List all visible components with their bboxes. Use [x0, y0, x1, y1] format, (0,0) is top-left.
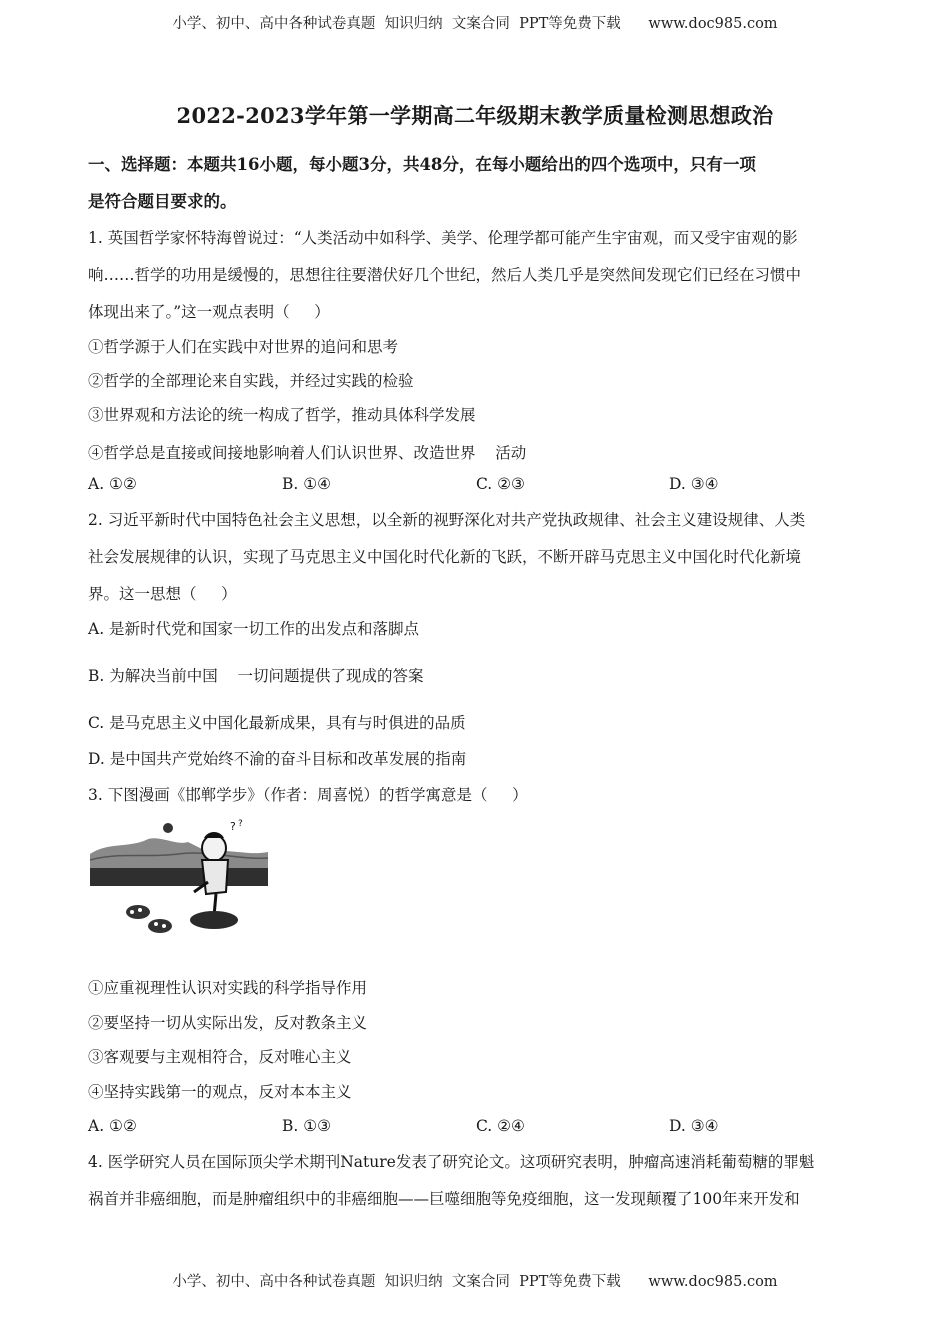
- q3-item-4: ④坚持实践第一的观点，反对本本主义: [88, 1083, 352, 1101]
- q2-stem-line-2: 社会发展规律的认识，实现了马克思主义中国化时代化新的飞跃，不断开辟马克思主义中国化时代化新境: [88, 548, 802, 566]
- q2-stem-line-1: 2. 习近平新时代中国特色社会主义思想，以全新的视野深化对共产党执政规律、社会主义建设规律、人类: [88, 511, 806, 529]
- q1-stem-line-2: 响……哲学的功用是缓慢的，思想往往要潜伏好几个世纪，然后人类几乎是突然间发现它们已经在习惯中: [88, 266, 802, 284]
- q3-option-d: D. ③④: [669, 1117, 719, 1135]
- q3-item-3: ③客观要与主观相符合，反对唯心主义: [88, 1048, 352, 1066]
- q2-option-d: D. 是中国共产党始终不渝的奋斗目标和改革发展的指南: [88, 750, 467, 768]
- q1-item-1: ①哲学源于人们在实践中对世界的追问和思考: [88, 338, 399, 356]
- q1-option-b: B. ①④: [282, 475, 332, 493]
- svg-text:?: ?: [230, 820, 236, 833]
- q1-item-4: ④哲学总是直接或间接地影响着人们认识世界、改造世界 活动: [88, 444, 527, 462]
- q4-stem-line-2: 祸首并非癌细胞，而是肿瘤组织中的非癌细胞——巨噬细胞等免疫细胞，这一发现颠覆了100年来开发和: [88, 1190, 800, 1208]
- q1-stem-line-1: 1. 英国哲学家怀特海曾说过：“人类活动中如科学、美学、伦理学都可能产生宇宙观，而又受宇宙观的影: [88, 229, 798, 247]
- q3-item-1: ①应重视理性认识对实践的科学指导作用: [88, 979, 368, 997]
- q3-stem: 3. 下图漫画《邯郸学步》（作者：周喜悦）的哲学寓意是（ ）: [88, 786, 528, 804]
- cartoon-image: [88, 812, 270, 950]
- q3-item-2: ②要坚持一切从实际出发，反对教条主义: [88, 1014, 368, 1032]
- q3-option-c: C. ②④: [476, 1117, 525, 1135]
- q4-stem-line-1: 4. 医学研究人员在国际顶尖学术期刊Nature发表了研究论文。这项研究表明，肿瘤高速消耗葡萄糖的罪魁: [88, 1153, 815, 1171]
- svg-text:?: ?: [238, 819, 243, 829]
- q1-stem-line-3: 体现出来了。”这一观点表明（ ）: [88, 303, 330, 321]
- q3-option-a: A. ①②: [88, 1117, 137, 1135]
- q1-item-3: ③世界观和方法论的统一构成了哲学，推动具体科学发展: [88, 406, 476, 424]
- section-heading-line-2: 是符合题目要求的。: [88, 192, 237, 211]
- q2-option-b: B. 为解决当前中国 一切问题提供了现成的答案: [88, 667, 424, 685]
- q2-option-a: A. 是新时代党和国家一切工作的出发点和落脚点: [88, 620, 420, 638]
- q1-option-d: D. ③④: [669, 475, 719, 493]
- q1-option-c: C. ②③: [476, 475, 525, 493]
- q2-stem-line-3: 界。这一思想（ ）: [88, 585, 237, 603]
- q3-option-b: B. ①③: [282, 1117, 332, 1135]
- page-footer: 小学、初中、高中各种试卷真题 知识归纳 文案合同 PPT等免费下载 www.doc985.com: [172, 1274, 778, 1290]
- page-header: 小学、初中、高中各种试卷真题 知识归纳 文案合同 PPT等免费下载 www.doc985.com: [172, 16, 778, 32]
- q1-option-a: A. ①②: [88, 475, 137, 493]
- q2-option-c: C. 是马克思主义中国化最新成果，具有与时俱进的品质: [88, 714, 466, 732]
- section-heading-line-1: 一、选择题：本题共16小题，每小题3分，共48分，在每小题给出的四个选项中，只有一项: [88, 155, 756, 174]
- exam-title: 2022-2023学年第一学期高二年级期末教学质量检测思想政治: [176, 103, 774, 128]
- q1-item-2: ②哲学的全部理论来自实践，并经过实践的检验: [88, 372, 414, 390]
